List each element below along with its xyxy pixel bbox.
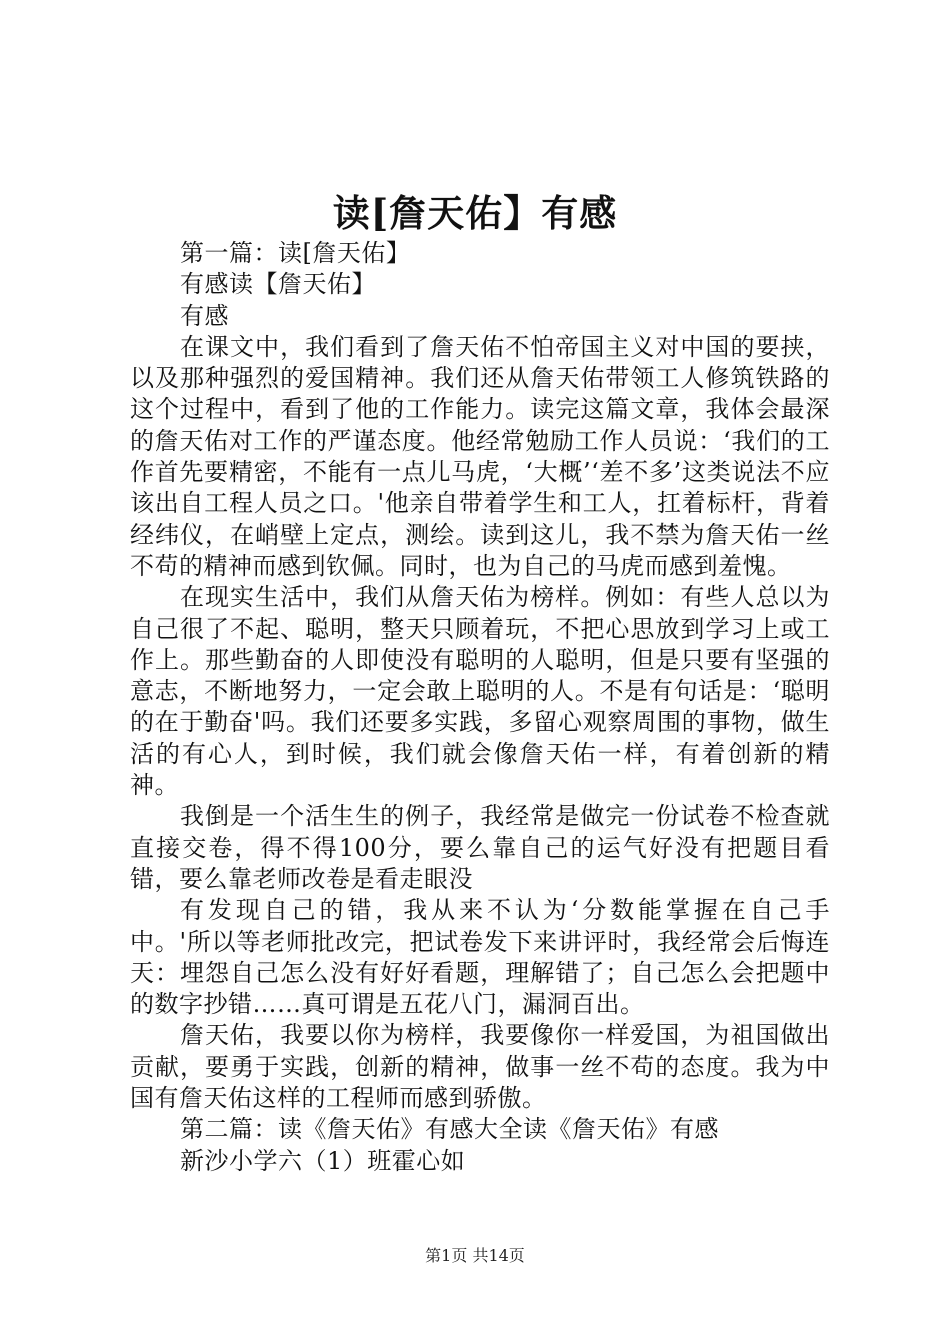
paragraph-heading-1: 第一篇：读[詹天佑】 — [180, 239, 411, 267]
document-body — [130, 238, 830, 1177]
paragraph-heading-2: 第二篇：读《詹天佑》有感大全读《詹天佑》有感 — [180, 1115, 719, 1144]
author-line: 新沙小学六（1）班霍心如 — [180, 1146, 466, 1175]
paragraph-subheading-1: 有感读【詹天佑】 — [180, 270, 376, 299]
document-title: 读[詹天佑】有感 — [332, 191, 618, 235]
page-footer: 第1页 共14页 — [425, 1246, 525, 1265]
paragraph: 我倒是一个活生生的例子，我经常是做完一份试卷不检查就直接交卷，得不得100分，要么靠自己的运气好没有把题目看错，要么靠老师改卷是看走眼没 — [130, 802, 830, 893]
paragraph: 有发现自己的错，我从来不认为‘分数能掌握在自己手中。'所以等老师批改完，把试卷发下来讲评时，我经常会后悔连天：埋怨自己怎么没有好好看题，理解错了；自己怎么会把题中的数字抄错……真可谓是五花八门，漏洞百出。 — [130, 896, 830, 1019]
paragraph: 在课文中，我们看到了詹天佑不怕帝国主义对中国的要挟，以及那种强烈的爱国精神。我们还从詹天佑带领工人修筑铁路的这个过程中，看到了他的工作能力。读完这篇文章，我体会最深的詹天佑对工作的严谨态度。他经常勉励工作人员说：‘我们的工作首先要精密，不能有一点儿马虎，‘大概’‘差不多’这类说法不应该出自工程人员之口。'他亲自带着学生和工人，扛着标杆，背着经纬仪，在峭壁上定点，测绘。读到这儿，我不禁为詹天佑一丝不苟的精神而感到钦佩。同时，也为自己的马虎而感到羞愧。 — [130, 332, 830, 580]
paragraph: 詹天佑，我要以你为榜样，我要像你一样爱国，为祖国做出贡献，要勇于实践，创新的精神，做事一丝不苟的态度。我为中国有詹天佑这样的工程师而感到骄傲。 — [130, 1021, 830, 1113]
paragraph-subheading-2: 有感 — [180, 301, 229, 330]
paragraph: 在现实生活中，我们从詹天佑为榜样。例如：有些人总以为自己很了不起、聪明，整天只顾着玩，不把心思放到学习上或工作上。那些勤奋的人即使没有聪明的人聪明，但是只要有坚强的意志，不断地努力，一定会敢上聪明的人。不是有句话是：‘聪明的在于勤奋'吗。我们还要多实践，多留心观察周围的事物，做生活的有心人，到时候，我们就会像詹天佑一样，有着创新的精神。 — [130, 583, 830, 800]
